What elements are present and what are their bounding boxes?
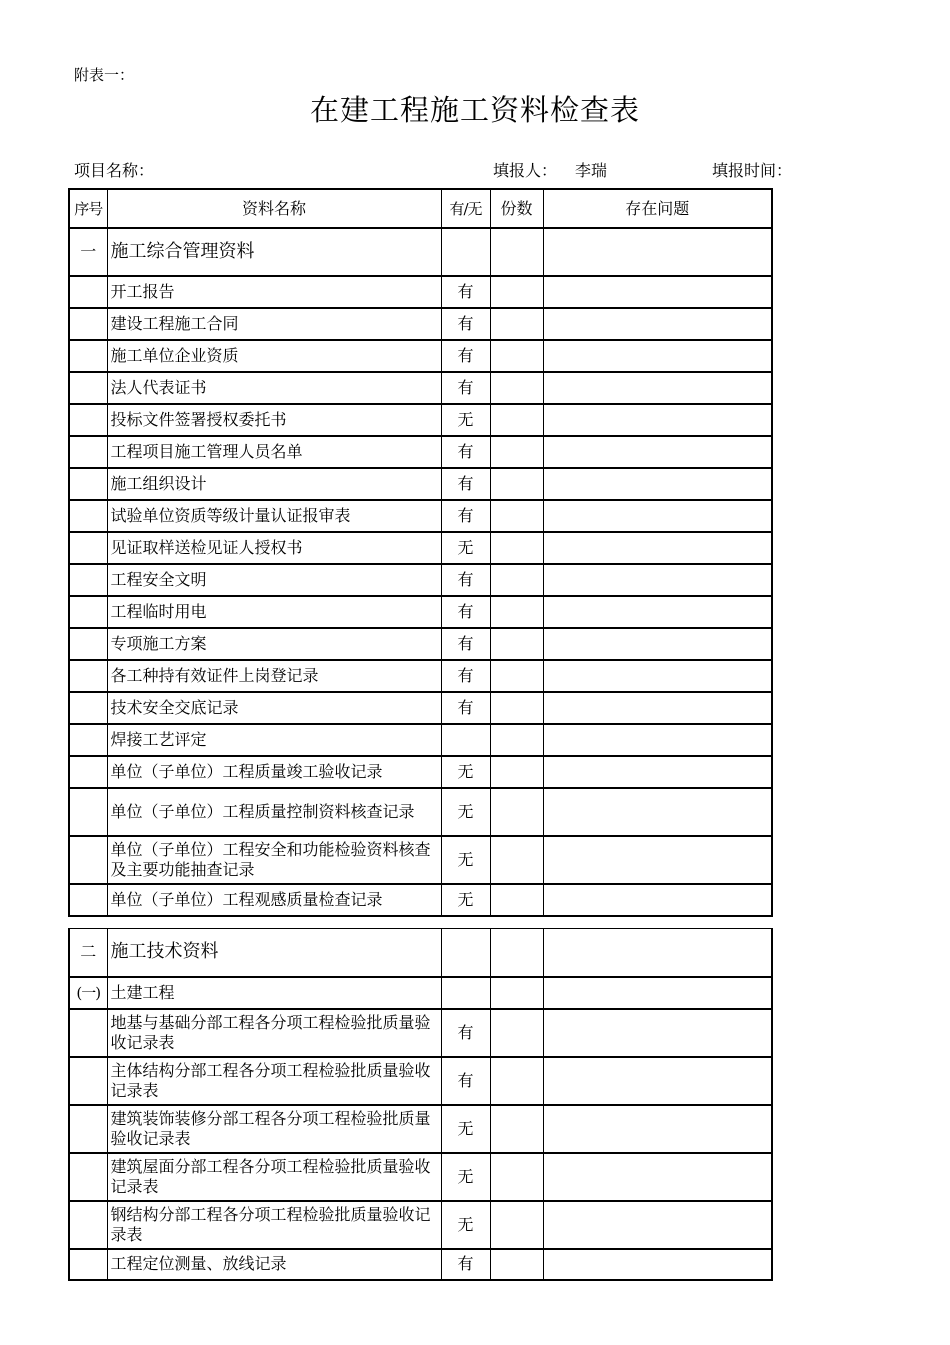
row-count bbox=[490, 1057, 543, 1105]
row-item-name: 土建工程 bbox=[107, 977, 441, 1009]
row-has-status: 有 bbox=[441, 436, 490, 468]
table-row bbox=[69, 1249, 772, 1280]
row-issues bbox=[543, 724, 772, 756]
row-count bbox=[490, 532, 543, 564]
row-issues bbox=[543, 1249, 772, 1280]
row-has-status: 有 bbox=[441, 372, 490, 404]
row-number bbox=[69, 628, 107, 660]
row-has-status: 有 bbox=[441, 660, 490, 692]
row-item-name: 钢结构分部工程各分项工程检验批质量验收记录表 bbox=[107, 1201, 441, 1249]
row-issues bbox=[543, 404, 772, 436]
row-has-status bbox=[441, 724, 490, 756]
row-has-status bbox=[441, 929, 490, 977]
row-issues bbox=[543, 1009, 772, 1057]
page-title: 在建工程施工资料检查表 bbox=[309, 93, 640, 127]
col-header-issues: 存在问题 bbox=[543, 189, 772, 228]
row-item-name: 施工技术资料 bbox=[107, 929, 441, 977]
row-count bbox=[490, 1201, 543, 1249]
row-number bbox=[69, 308, 107, 340]
row-number bbox=[69, 1009, 107, 1057]
row-has-status: 无 bbox=[441, 532, 490, 564]
filler-label: 填报人： bbox=[493, 161, 558, 180]
row-issues bbox=[543, 692, 772, 724]
row-has-status: 无 bbox=[441, 1105, 490, 1153]
row-has-status: 有 bbox=[441, 308, 490, 340]
col-header-no: 序号 bbox=[69, 189, 107, 228]
row-issues bbox=[543, 1153, 772, 1201]
row-has-status: 有 bbox=[441, 1009, 490, 1057]
row-issues bbox=[543, 660, 772, 692]
row-count bbox=[490, 404, 543, 436]
table-row bbox=[69, 836, 772, 884]
row-has-status: 无 bbox=[441, 788, 490, 836]
row-has-status: 有 bbox=[441, 1249, 490, 1280]
row-has-status: 无 bbox=[441, 1153, 490, 1201]
row-issues bbox=[543, 308, 772, 340]
row-number: (一) bbox=[69, 977, 107, 1009]
row-number bbox=[69, 1201, 107, 1249]
row-issues bbox=[543, 929, 772, 977]
row-number bbox=[69, 372, 107, 404]
row-has-status: 有 bbox=[441, 468, 490, 500]
row-number bbox=[69, 596, 107, 628]
fill-time-label: 填报时间： bbox=[712, 161, 793, 180]
row-number bbox=[69, 788, 107, 836]
row-item-name: 地基与基础分部工程各分项工程检验批质量验收记录表 bbox=[107, 1009, 441, 1057]
row-issues bbox=[543, 500, 772, 532]
row-has-status: 有 bbox=[441, 628, 490, 660]
project-name-label: 项目名称： bbox=[74, 161, 155, 180]
table-row bbox=[69, 724, 772, 756]
row-count bbox=[490, 977, 543, 1009]
table-row bbox=[69, 372, 772, 404]
row-number bbox=[69, 1105, 107, 1153]
checklist-table-1 bbox=[68, 188, 773, 917]
row-issues bbox=[543, 788, 772, 836]
row-count bbox=[490, 1009, 543, 1057]
table-row bbox=[69, 1153, 772, 1201]
row-number bbox=[69, 500, 107, 532]
row-count bbox=[490, 468, 543, 500]
col-header-has: 有/无 bbox=[441, 189, 490, 228]
row-issues bbox=[543, 1105, 772, 1153]
row-count bbox=[490, 564, 543, 596]
row-count bbox=[490, 1105, 543, 1153]
row-item-name: 各工种持有效证件上岗登记录 bbox=[107, 660, 441, 692]
row-issues bbox=[543, 628, 772, 660]
row-item-name: 法人代表证书 bbox=[107, 372, 441, 404]
row-number bbox=[69, 660, 107, 692]
row-count bbox=[490, 724, 543, 756]
row-count bbox=[490, 228, 543, 276]
table-header-row bbox=[69, 189, 772, 228]
row-issues bbox=[543, 1201, 772, 1249]
row-item-name: 工程项目施工管理人员名单 bbox=[107, 436, 441, 468]
table-row bbox=[69, 276, 772, 308]
row-has-status: 无 bbox=[441, 884, 490, 916]
row-has-status: 无 bbox=[441, 836, 490, 884]
row-item-name: 工程定位测量、放线记录 bbox=[107, 1249, 441, 1280]
table-row bbox=[69, 628, 772, 660]
table-row bbox=[69, 468, 772, 500]
row-number bbox=[69, 1249, 107, 1280]
row-has-status: 有 bbox=[441, 500, 490, 532]
table-row bbox=[69, 1105, 772, 1153]
row-number bbox=[69, 1153, 107, 1201]
table-row bbox=[69, 596, 772, 628]
row-has-status bbox=[441, 228, 490, 276]
row-count bbox=[490, 596, 543, 628]
row-count bbox=[490, 660, 543, 692]
row-item-name: 单位（子单位）工程质量竣工验收记录 bbox=[107, 756, 441, 788]
row-number bbox=[69, 756, 107, 788]
row-count bbox=[490, 500, 543, 532]
row-item-name: 技术安全交底记录 bbox=[107, 692, 441, 724]
checklist-table-2 bbox=[68, 928, 773, 1281]
row-number bbox=[69, 532, 107, 564]
row-item-name: 建筑屋面分部工程各分项工程检验批质量验收记录表 bbox=[107, 1153, 441, 1201]
table-row bbox=[69, 500, 772, 532]
row-item-name: 施工组织设计 bbox=[107, 468, 441, 500]
row-number bbox=[69, 836, 107, 884]
row-issues bbox=[543, 436, 772, 468]
row-issues bbox=[543, 884, 772, 916]
row-count bbox=[490, 372, 543, 404]
row-item-name: 单位（子单位）工程安全和功能检验资料核查及主要功能抽查记录 bbox=[107, 836, 441, 884]
row-count bbox=[490, 884, 543, 916]
row-count bbox=[490, 1249, 543, 1280]
row-count bbox=[490, 929, 543, 977]
row-has-status: 无 bbox=[441, 756, 490, 788]
row-number bbox=[69, 1057, 107, 1105]
table-row bbox=[69, 1057, 772, 1105]
col-header-name: 资料名称 bbox=[107, 189, 441, 228]
row-item-name: 单位（子单位）工程质量控制资料核查记录 bbox=[107, 788, 441, 836]
row-item-name: 建筑装饰装修分部工程各分项工程检验批质量验收记录表 bbox=[107, 1105, 441, 1153]
row-has-status: 有 bbox=[441, 276, 490, 308]
row-issues bbox=[543, 228, 772, 276]
col-header-count: 份数 bbox=[490, 189, 543, 228]
row-count bbox=[490, 836, 543, 884]
row-number: 二 bbox=[69, 929, 107, 977]
section-row bbox=[69, 228, 772, 276]
table-row bbox=[69, 977, 772, 1009]
row-item-name: 专项施工方案 bbox=[107, 628, 441, 660]
row-number bbox=[69, 724, 107, 756]
row-item-name: 试验单位资质等级计量认证报审表 bbox=[107, 500, 441, 532]
row-count bbox=[490, 276, 543, 308]
row-count bbox=[490, 308, 543, 340]
table-row bbox=[69, 788, 772, 836]
row-count bbox=[490, 436, 543, 468]
table-row bbox=[69, 340, 772, 372]
section-row bbox=[69, 929, 772, 977]
row-number bbox=[69, 404, 107, 436]
row-item-name: 工程安全文明 bbox=[107, 564, 441, 596]
row-item-name: 施工综合管理资料 bbox=[107, 228, 441, 276]
table-row bbox=[69, 1009, 772, 1057]
row-issues bbox=[543, 468, 772, 500]
row-item-name: 主体结构分部工程各分项工程检验批质量验收记录表 bbox=[107, 1057, 441, 1105]
row-item-name: 建设工程施工合同 bbox=[107, 308, 441, 340]
table-row bbox=[69, 756, 772, 788]
row-has-status bbox=[441, 977, 490, 1009]
row-item-name: 焊接工艺评定 bbox=[107, 724, 441, 756]
row-has-status: 有 bbox=[441, 692, 490, 724]
table-row bbox=[69, 692, 772, 724]
row-has-status: 无 bbox=[441, 404, 490, 436]
row-number bbox=[69, 340, 107, 372]
row-count bbox=[490, 628, 543, 660]
row-number bbox=[69, 884, 107, 916]
row-issues bbox=[543, 836, 772, 884]
table-row bbox=[69, 532, 772, 564]
row-item-name: 投标文件签署授权委托书 bbox=[107, 404, 441, 436]
row-issues bbox=[543, 276, 772, 308]
filler-name: 李瑞 bbox=[575, 161, 608, 180]
row-item-name: 施工单位企业资质 bbox=[107, 340, 441, 372]
row-issues bbox=[543, 532, 772, 564]
attachment-label: 附表一： bbox=[74, 66, 135, 84]
row-count bbox=[490, 756, 543, 788]
row-count bbox=[490, 788, 543, 836]
row-number bbox=[69, 276, 107, 308]
row-issues bbox=[543, 756, 772, 788]
row-item-name: 见证取样送检见证人授权书 bbox=[107, 532, 441, 564]
table-row bbox=[69, 436, 772, 468]
row-issues bbox=[543, 977, 772, 1009]
row-count bbox=[490, 340, 543, 372]
table-row bbox=[69, 308, 772, 340]
row-item-name: 开工报告 bbox=[107, 276, 441, 308]
row-number: 一 bbox=[69, 228, 107, 276]
table-row bbox=[69, 404, 772, 436]
row-number bbox=[69, 468, 107, 500]
row-has-status: 有 bbox=[441, 564, 490, 596]
row-issues bbox=[543, 596, 772, 628]
row-number bbox=[69, 692, 107, 724]
row-count bbox=[490, 1153, 543, 1201]
row-issues bbox=[543, 372, 772, 404]
row-issues bbox=[543, 340, 772, 372]
row-item-name: 工程临时用电 bbox=[107, 596, 441, 628]
table-row bbox=[69, 1201, 772, 1249]
row-issues bbox=[543, 564, 772, 596]
row-number bbox=[69, 436, 107, 468]
row-item-name: 单位（子单位）工程观感质量检查记录 bbox=[107, 884, 441, 916]
row-issues bbox=[543, 1057, 772, 1105]
table-row bbox=[69, 660, 772, 692]
table-row bbox=[69, 884, 772, 916]
row-count bbox=[490, 692, 543, 724]
row-has-status: 有 bbox=[441, 340, 490, 372]
row-number bbox=[69, 564, 107, 596]
row-has-status: 有 bbox=[441, 1057, 490, 1105]
table-row bbox=[69, 564, 772, 596]
row-has-status: 无 bbox=[441, 1201, 490, 1249]
row-has-status: 有 bbox=[441, 596, 490, 628]
